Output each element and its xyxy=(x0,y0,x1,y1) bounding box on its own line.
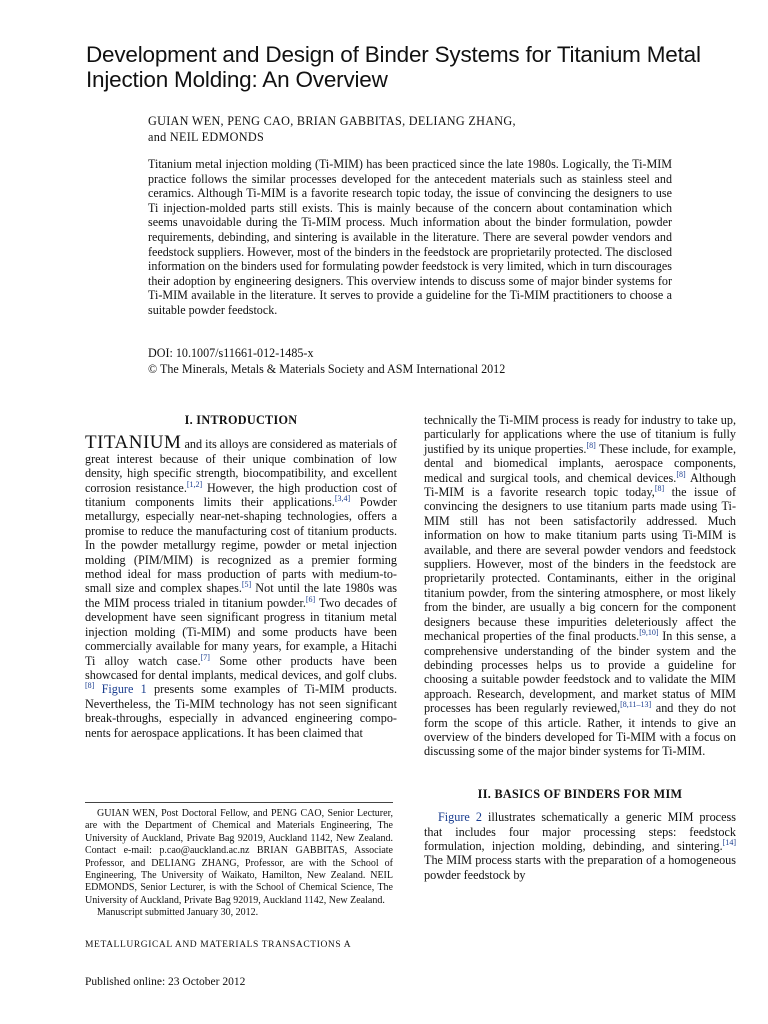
paper-title: Development and Design of Binder Systems for Titanium Metal Injection Molding: An Overview xyxy=(86,42,701,92)
text-run: Some other products have been showcased for dental implants, medical devices, and golf clubs. xyxy=(85,653,397,682)
text-run: Although Ti-MIM is a favorite research topic today, xyxy=(424,470,737,500)
text-run: technically the Ti-MIM process is ready for industry to take up, particularly for applications where the use of titanium is fully justified by its unique properties. xyxy=(424,413,736,456)
copyright: © The Minerals, Metals & Materials Society and ASM International 2012 xyxy=(148,361,506,376)
citation-link[interactable]: [8] xyxy=(586,440,596,450)
doi-block xyxy=(148,346,672,377)
citation-link[interactable]: [8] xyxy=(676,469,686,479)
left-column xyxy=(85,413,397,740)
text-run xyxy=(94,682,101,696)
journal-name: METALLURGICAL AND MATERIALS TRANSACTIONS A xyxy=(85,940,352,950)
published-date: Published online: 23 October 2012 xyxy=(85,976,246,988)
section-heading-basics: II. BASICS OF BINDERS FOR MIM xyxy=(477,786,683,801)
text-run: In this sense, a comprehensive understanding of the binder system and the debinding processes helps us to provide a guideline for choosing a suitable powder feedstock and to validate the MIM approach. Research, development, and market status of MIM processes has been regularly reviewed, xyxy=(424,629,736,716)
citation-link[interactable]: [8] xyxy=(85,681,95,691)
text-run: the issue of convincing the designers to use titanium parts made using Ti-MIM still has not been satisfactorily addressed. Much information on how to make titanium parts using Ti-MIM is available, and there are several powder vendors and feedstock suppliers. However, most of the binders in the feedstock are proprietarily protected. Contaminants, either in the original titanium powder, from the sintering atmosphere, or most likely from the binder, are usually a big concern for the component designers because these impurities deleteriously affect the mechanical properties of the final products. xyxy=(424,485,736,644)
citation-link[interactable]: [7] xyxy=(200,652,210,662)
author-line-1: GUIAN WEN, PENG CAO, BRIAN GABBITAS, DELIANG ZHANG, xyxy=(148,114,516,128)
text-run: and they do not form the scope of this article. Rather, it intends to give an overview of the binders developed for Ti-MIM with a focus on discussing some of the major binder systems for Ti-MIM. xyxy=(424,701,736,759)
citation-link[interactable]: [14] xyxy=(722,837,736,847)
citation-link[interactable]: [8] xyxy=(654,483,665,493)
footnote-affiliations: GUIAN WEN, Post Doctoral Fellow, and PENG CAO, Senior Lecturer, are with the Department of Chemical and Materials Engineering, The University of Auckland, Private Bag 92019, Auckland 1142, New Zealand. Contact e-mail: p.cao@auckland.ac.nz BRIAN GABBITAS, Associate Professor, and DELIANG ZHANG, Professor, are with the School of Engineering, The University of Waikato, Hamilton, New Zealand. NEIL EDMONDS, Senior Lecturer, is with the School of Chemical Science, The University of Auckland, Private Bag 92019, Auckland 1142, New Zealand. xyxy=(85,808,393,906)
footnote-manuscript-date: Manuscript submitted January 30, 2012. xyxy=(97,907,259,919)
right-column xyxy=(424,413,736,882)
text-run: However, the high production cost of titanium components limits their applications. xyxy=(85,480,397,510)
figure-link[interactable]: Figure 1 xyxy=(101,682,147,697)
dropcap-word: TITANIUM xyxy=(85,432,182,454)
text-run: The MIM process starts with the preparation of a homogeneous powder feedstock by xyxy=(424,853,736,882)
section-heading-introduction: I. INTRODUCTION xyxy=(184,413,298,427)
citation-link[interactable]: [5] xyxy=(241,580,252,590)
abstract: Titanium metal injection molding (Ti-MIM) has been practiced since the late 1980s. Logically, the Ti-MIM practice follows the similar processes developed for the antecedent materials such as stainless steel and ceramics. Although Ti-MIM is a favorite research topic today, the issue of convincing the designers to use Ti injection-molded parts still exists. This is mainly because of the concern about contamination which seems unavoidable during the Ti-MIM process. Much information about the binder formulation, powder requirements, debinding, and sintering is available in the literature. There are several powder vendors and feedstock suppliers. However, most of the binders in the feedstock are proprietarily protected. The disclosed information on the binders used for formulating powder feedstock is very limited, which in turn discourages their adoption by engineering designers. This overview intends to discuss some of major binder systems for Ti-MIM available in the literature. It serves to provide a guideline for the Ti-MIM practitioners to choose a suitable powder feedstock. xyxy=(148,157,672,317)
author-line-2: and NEIL EDMONDS xyxy=(148,129,265,144)
citation-link[interactable]: [8,11–13] xyxy=(620,700,652,710)
figure-link[interactable]: Figure 2 xyxy=(438,810,482,825)
citation-link[interactable]: [9,10] xyxy=(639,628,659,638)
basics-paragraph xyxy=(424,810,736,882)
text-run: and its alloys are considered as materials of great interest because of their unique combination of low density, high specific strength, biocompatibility, and excellent corrosion resistance. xyxy=(85,437,397,495)
intro-paragraph-continued xyxy=(424,413,736,759)
text-run: illustrates schematically a generic MIM process that includes four major processing steps: feedstock formulation, injection molding, debinding, and sintering. xyxy=(424,810,736,853)
author-list xyxy=(148,114,668,145)
doi[interactable]: DOI: 10.1007/s11661-012-1485-x xyxy=(148,346,314,360)
citation-link[interactable]: [6] xyxy=(305,594,316,604)
citation-link[interactable]: [1,2] xyxy=(186,479,203,489)
citation-link[interactable]: [3,4] xyxy=(334,493,351,503)
text-run: Not until the late 1980s was the MIM process trialed in titanium powder. xyxy=(85,581,397,610)
intro-paragraph xyxy=(85,432,397,740)
text-run: These include, for example, dental and biomedical implants, aerospace components, medical and surgical tools, and chemical devices. xyxy=(424,441,736,485)
author-footnote xyxy=(85,802,393,920)
text-run: Two decades of development have seen significant progress in titanium metal injection molding (Ti-MIM) and some products have been commercially available for many years, for example, a Hitachi Ti alloy watch case. xyxy=(85,595,397,668)
text-run: Powder metallurgy, especially near-net-shaping technologies, offers a promise to reduce the manufacturing cost of titanium products. In the powder metallurgy regime, powder or metal injection molding (PIM/MIM) is recognized as a premier forming method ideal for mass production of parts with medium-to-small size and complex shapes. xyxy=(85,495,397,596)
text-run: presents some examples of Ti-MIM products. Nevertheless, the Ti-MIM technology has not seen significant break-throughs, especially in advanced engineering compo-nents for aerospace applications. It has been claimed that xyxy=(85,682,397,740)
